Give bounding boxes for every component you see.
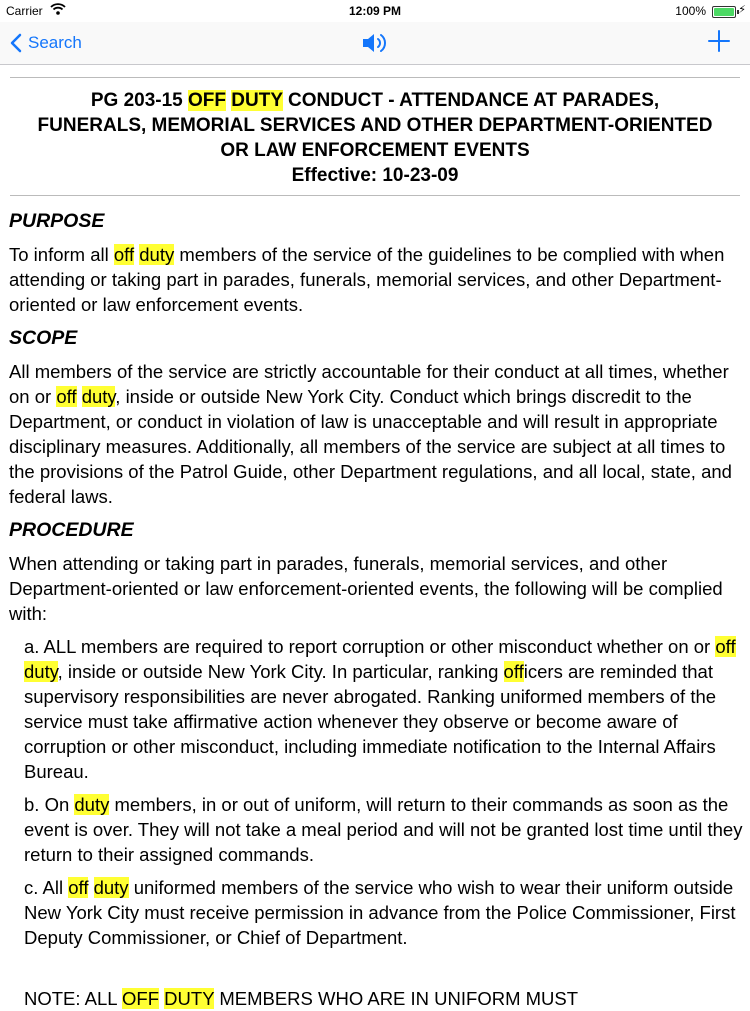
procedure-item-b: b. On duty members, in or out of uniform, will return to their commands as soon as the event is over. They will not take a meal period and will not be granted lost time until they return to their assigned commands. bbox=[24, 794, 743, 865]
scope-heading: SCOPE bbox=[9, 327, 78, 349]
document-body bbox=[9, 208, 744, 958]
top-divider bbox=[10, 77, 740, 78]
charging-icon: ⚡ bbox=[738, 4, 746, 16]
title-line-1: PG 203-15 OFF DUTY CONDUCT - ATTENDANCE AT PARADES, bbox=[90, 90, 660, 111]
battery-percent: 100% bbox=[675, 4, 706, 18]
procedure-item-c: c. All off duty uniformed members of the service who wish to wear their uniform outside New York City must receive permission in advance from the Police Commissioner, First Deputy Commissioner, or Chief of Department. bbox=[24, 877, 736, 948]
carrier-label: Carrier bbox=[6, 4, 43, 18]
battery-icon bbox=[712, 6, 736, 18]
effective-date: Effective: 10-23-09 bbox=[291, 165, 459, 186]
procedure-intro: When attending or taking part in parades, funerals, memorial services, and other Department-oriented or law enforcement-oriented events, the following will be complied with: bbox=[9, 553, 723, 624]
navigation-bar bbox=[0, 22, 750, 65]
header-divider bbox=[10, 195, 740, 196]
back-button[interactable] bbox=[10, 30, 82, 56]
document-title bbox=[0, 88, 750, 188]
procedure-heading: PROCEDURE bbox=[9, 519, 134, 541]
back-label: Search bbox=[28, 33, 82, 52]
scope-text: All members of the service are strictly accountable for their conduct at all times, whether on or off duty, inside or outside New York City. Conduct which brings discredit to the Department, or conduct in violation of law is unacceptable and will result in appropriate disciplinary measures. Additionally, all members of the service are subject at all times to the provisions of the Patrol Guide, other Department regulations, and all local, state, and federal laws. bbox=[9, 361, 732, 507]
clock: 12:09 PM bbox=[348, 4, 402, 18]
chevron-left-icon bbox=[10, 33, 22, 53]
title-line-2: FUNERALS, MEMORIAL SERVICES AND OTHER DEPARTMENT-ORIENTED bbox=[37, 115, 713, 136]
procedure-item-a: a. ALL members are required to report corruption or other misconduct whether on or off duty, inside or outside New York City. In particular, ranking officers are reminded that supervisory responsibilities are never abrogated. Ranking uniformed members of the service must take affirmative action whenever they observe or become aware of corruption or other misconduct, including immediate notification to the Internal Affairs Bureau. bbox=[24, 636, 736, 782]
title-line-3: OR LAW ENFORCEMENT EVENTS bbox=[220, 140, 530, 161]
procedure-note: NOTE: ALL OFF DUTY MEMBERS WHO ARE IN UNIFORM MUST bbox=[24, 988, 579, 1009]
add-icon[interactable] bbox=[706, 28, 732, 54]
purpose-text: To inform all off duty members of the service of the guidelines to be complied with when attending or taking part in parades, funerals, memorial services, and other Department-oriented or law enforcement events. bbox=[9, 244, 725, 315]
speaker-icon[interactable] bbox=[360, 30, 390, 56]
purpose-heading: PURPOSE bbox=[9, 210, 105, 232]
status-bar bbox=[0, 0, 750, 22]
